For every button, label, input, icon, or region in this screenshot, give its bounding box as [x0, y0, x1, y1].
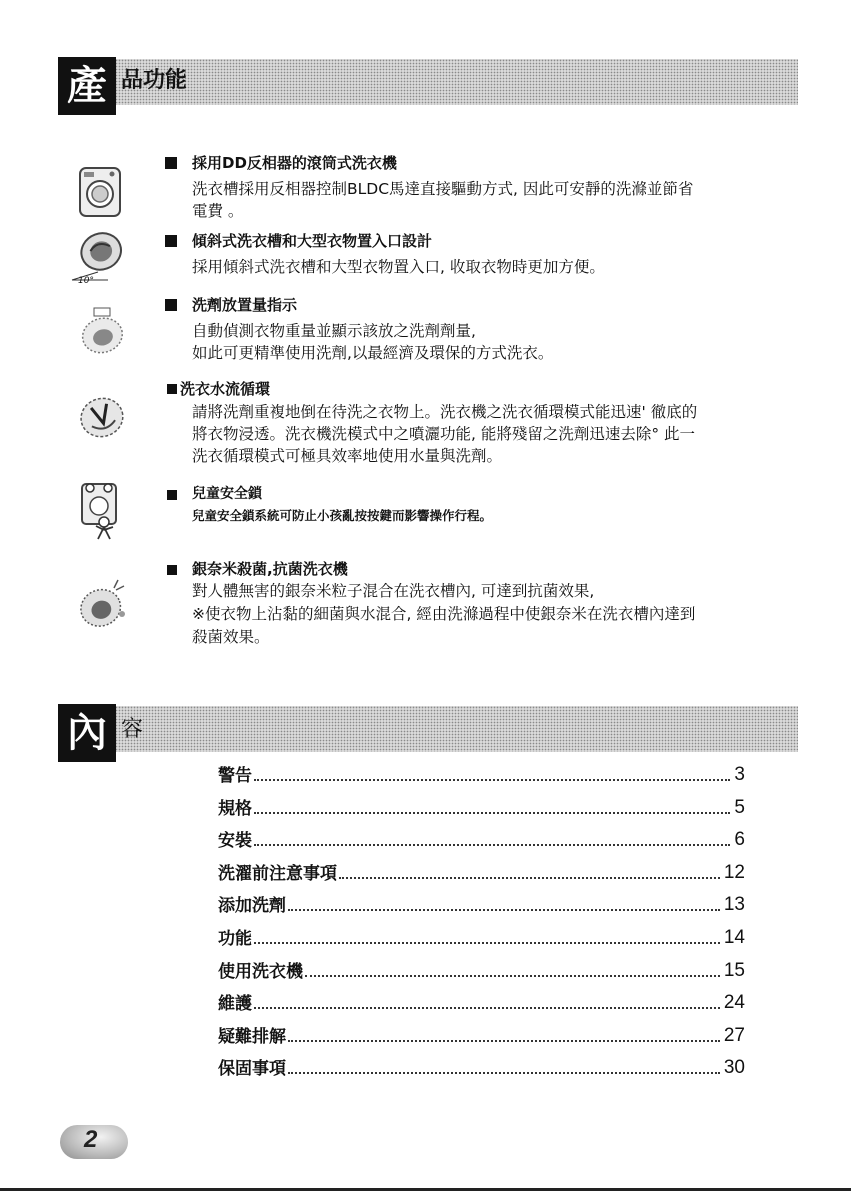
toc-entry-label: 功能 — [218, 929, 252, 949]
washer-drum-icon — [68, 160, 132, 224]
feature-text: 兒童安全鎖系統可防止小孩亂按按鍵而影響操作行程。 — [192, 508, 493, 523]
toc-entry-page: 15 — [723, 959, 745, 981]
toc-leader-dots — [254, 844, 730, 846]
toc-entry-label: 規格 — [218, 798, 252, 819]
toc-entry-page: 6 — [734, 829, 745, 851]
feature-text: 洗衣槽採用反相器控制BLDC馬達直接驅動方式, 因此可安靜的洗滌並節省 — [192, 180, 694, 198]
toc-entry-page: 27 — [723, 1024, 745, 1046]
features-header-title: 品功能 — [121, 68, 188, 93]
feature-title: 洗劑放置量指示 — [192, 296, 298, 314]
toc-entry[interactable] — [218, 890, 745, 916]
toc-leader-dots — [254, 812, 730, 814]
toc-leader-dots — [254, 779, 730, 781]
contents-header-box: 內 — [58, 704, 116, 762]
toc-entry[interactable] — [218, 956, 745, 982]
feature-text: ※使衣物上沾黏的細菌與水混合, 經由洗滌過程中使銀奈米在洗衣槽內達到 — [192, 605, 696, 623]
feature-title: 洗衣水流循環 — [180, 380, 271, 398]
toc-entry[interactable] — [218, 1053, 745, 1079]
toc-leader-dots — [288, 1040, 720, 1042]
toc-entry[interactable] — [218, 793, 745, 819]
toc-leader-dots — [288, 909, 720, 911]
toc-entry-page: 30 — [723, 1057, 745, 1079]
contents-header-bar — [58, 706, 798, 752]
toc-leader-dots — [288, 1072, 720, 1074]
toc-entry-page: 24 — [723, 992, 745, 1014]
toc-entry-page: 3 — [734, 764, 745, 785]
feature-bullet — [167, 565, 177, 575]
toc-entry[interactable] — [218, 825, 745, 851]
feature-text: 請將洗劑重複地倒在待洗之衣物上。洗衣機之洗衣循環模式能迅速' 徹底的 — [192, 403, 698, 421]
toc-entry-label: 維護 — [218, 994, 252, 1015]
feature-text: 殺菌效果。 — [192, 628, 270, 646]
page-number: 2 — [84, 1126, 98, 1153]
feature-title: 兒童安全鎖 — [192, 486, 262, 502]
toc-entry-page: 14 — [723, 927, 745, 948]
toc-entry-label: 洗濯前注意事項 — [218, 863, 337, 884]
silver-nano-icon — [68, 574, 132, 638]
toc-leader-dots — [305, 975, 720, 977]
feature-bullet — [165, 299, 177, 311]
toc-entry-page: 13 — [723, 894, 745, 916]
tilt-angle-label: 10° — [78, 276, 94, 286]
toc-entry-label: 保固事項 — [218, 1059, 286, 1080]
toc-entry[interactable] — [218, 1021, 745, 1047]
feature-bullet — [167, 490, 177, 500]
feature-title: 採用DD反相器的滾筒式洗衣機 — [192, 154, 397, 172]
toc-entry[interactable] — [218, 760, 745, 786]
feature-text: 如此可更精準使用洗劑,以最經濟及環保的方式洗衣。 — [192, 344, 554, 362]
feature-text: 自動偵測衣物重量並顯示該放之洗劑劑量, — [192, 322, 476, 340]
toc-entry-label: 添加洗劑 — [218, 896, 286, 917]
toc-entry[interactable] — [218, 988, 745, 1014]
toc-entry-page: 12 — [723, 861, 745, 883]
contents-header-title: 容 — [121, 717, 144, 742]
toc-entry-label: 安裝 — [218, 831, 252, 852]
feature-bullet — [165, 157, 177, 169]
toc-leader-dots — [254, 942, 720, 944]
toc-leader-dots — [339, 877, 720, 879]
toc-entry[interactable] — [218, 858, 745, 884]
feature-text: 對人體無害的銀奈米粒子混合在洗衣槽內, 可達到抗菌效果, — [192, 582, 595, 600]
feature-text: 洗衣循環模式可極具效率地使用水量與洗劑。 — [192, 447, 503, 465]
child-lock-icon — [68, 478, 132, 550]
water-circulation-icon — [68, 386, 132, 450]
feature-title: 銀奈米殺菌,抗菌洗衣機 — [192, 560, 348, 578]
feature-bullet — [165, 235, 177, 247]
toc-entry-label: 使用洗衣機 — [218, 961, 303, 982]
feature-text: 將衣物浸透。洗衣機洗模式中之噴灑功能, 能將殘留之洗劑迅速去除° 此一 — [192, 425, 696, 443]
detergent-amount-icon — [68, 302, 132, 366]
toc-entry[interactable] — [218, 923, 745, 949]
toc-entry-page: 5 — [734, 796, 745, 818]
feature-title: 傾斜式洗衣槽和大型衣物置入口設計 — [192, 232, 433, 250]
feature-text: 電費 。 — [192, 202, 244, 220]
toc-leader-dots — [254, 1007, 720, 1009]
features-header-box: 產 — [58, 57, 116, 115]
feature-text: 採用傾斜式洗衣槽和大型衣物置入口, 收取衣物時更加方便。 — [192, 258, 605, 276]
toc-entry-label: 疑難排解 — [218, 1026, 286, 1047]
toc-entry-label: 警告 — [218, 766, 252, 786]
feature-bullet — [167, 384, 177, 394]
